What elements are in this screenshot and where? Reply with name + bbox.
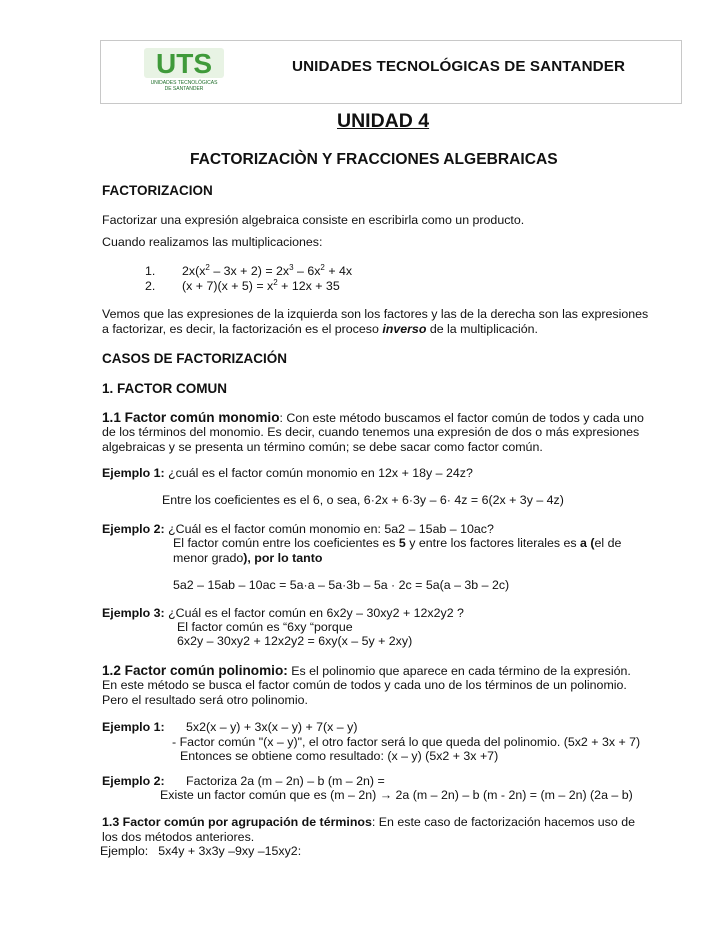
example-4-answer-line-1: - Factor común "(x – y)", el otro factor será lo que queda del polinomio. (5x2 + 3x + 7) (172, 735, 641, 749)
example-4-answer-line-2: Entonces se obtiene como resultado: (x – y) (5x2 + 3x +7) (180, 749, 499, 763)
paragraph-1: Factorizar una expresión algebraica consiste en escribirla como un producto. (102, 213, 525, 227)
list-expression-1: $2x(x^2 - 3x + 2) = 2x^3 - 6x^2 + 4x$ (182, 263, 353, 278)
example-4-label: Ejemplo 1: (102, 720, 165, 734)
list-number-1: 1. (145, 264, 156, 278)
logo-text: UTS (156, 48, 212, 79)
list-expression-2: $(x + 7)(x + 5) = x^2 + 12x + 35$ (182, 278, 340, 293)
example-3-answer-line-1: El factor común es “6xy “porque (177, 620, 353, 634)
s12-line-2: En este método se busca el factor común de todos y cada uno de los términos de un polinomio. (102, 678, 627, 692)
logo-sub1: UNIDADES TECNOLÓGICAS (150, 80, 218, 86)
s11-line-2: de los términos del monomio. Es decir, cuando tenemos una expresión de dos o más expresiones (102, 425, 640, 439)
section-factorizacion: FACTORIZACION (102, 183, 213, 198)
section-factor-comun: 1. FACTOR COMUN (102, 381, 228, 396)
example-2-result: 5a2 – 15ab – 10ac = 5a·a – 5a·3b – 5a · 2c = 5a(a – 3b – 2c) (173, 578, 510, 592)
example-5-label: Ejemplo 2: (102, 774, 165, 788)
main-title: FACTORIZACIÒN Y FRACCIONES ALGEBRAICAS (190, 151, 558, 168)
s12-line-1: 1.2 Factor común polinomio: Es el polinomio que aparece en cada término de la expresión. (102, 663, 631, 678)
s12-line-3: Pero el resultado será otro polinomio. (102, 693, 308, 707)
example-3-answer-line-2: 6x2y – 30xy2 + 12x2y2 = 6xy(x – 5y + 2xy) (177, 634, 413, 648)
example-2-question: Ejemplo 2: ¿Cuál es el factor común monomio en: 5a2 – 15ab – 10ac? (102, 522, 494, 536)
example-1-question: Ejemplo 1: ¿cuál es el factor común monomio en 12x + 18y – 24z? (102, 466, 473, 480)
paragraph-3-line-1: Vemos que las expresiones de la izquierda son los factores y las de la derecha son las expresiones (102, 307, 649, 321)
s13-line-1: 1.3 Factor común por agrupación de términos: En este caso de factorización hacemos uso de (102, 815, 635, 829)
s13-example: Ejemplo: 5x4y + 3x3y –9xy –15xy2: (100, 844, 302, 858)
paragraph-3-line-2: a factorizar, es decir, la factorización es el proceso inverso de la multiplicación. (102, 322, 538, 336)
unit-title: UNIDAD 4 (337, 110, 430, 132)
s13-line-2: los dos métodos anteriores. (102, 830, 255, 844)
s11-line-1: 1.1 Factor común monomio: Con este método buscamos el factor común de todos y cada uno (102, 410, 644, 425)
paragraph-2: Cuando realizamos las multiplicaciones: (102, 235, 323, 249)
uts-logo (144, 46, 224, 92)
example-1-answer: Entre los coeficientes es el 6, o sea, 6·2x + 6·3y – 6· 4z = 6(2x + 3y – 4z) (162, 493, 564, 507)
list-number-2: 2. (145, 279, 156, 293)
example-2-answer-line-1: El factor común entre los coeficientes es 5 y entre los factores literales es a (el de (173, 536, 622, 550)
example-2-answer-line-2: menor grado), por lo tanto (173, 551, 323, 565)
section-casos: CASOS DE FACTORIZACIÓN (102, 351, 288, 366)
example-5-answer: Existe un factor común que es (m – 2n) → 2a (m – 2n) – b (m - 2n) = (m – 2n) (2a – b) (160, 788, 633, 802)
logo-sub2: DE SANTANDER (164, 86, 204, 92)
institution-name: UNIDADES TECNOLÓGICAS DE SANTANDER (292, 58, 626, 75)
example-5-question: Factoriza 2a (m – 2n) – b (m – 2n) = (186, 774, 385, 788)
s11-line-3: algebraicas y se presenta un término común; se debe sacar como factor común. (102, 440, 543, 454)
example-4-question: 5x2(x – y) + 3x(x – y) + 7(x – y) (186, 720, 358, 734)
example-3-question: Ejemplo 3: ¿Cuál es el factor común en 6x2y – 30xy2 + 12x2y2 ? (102, 606, 464, 620)
